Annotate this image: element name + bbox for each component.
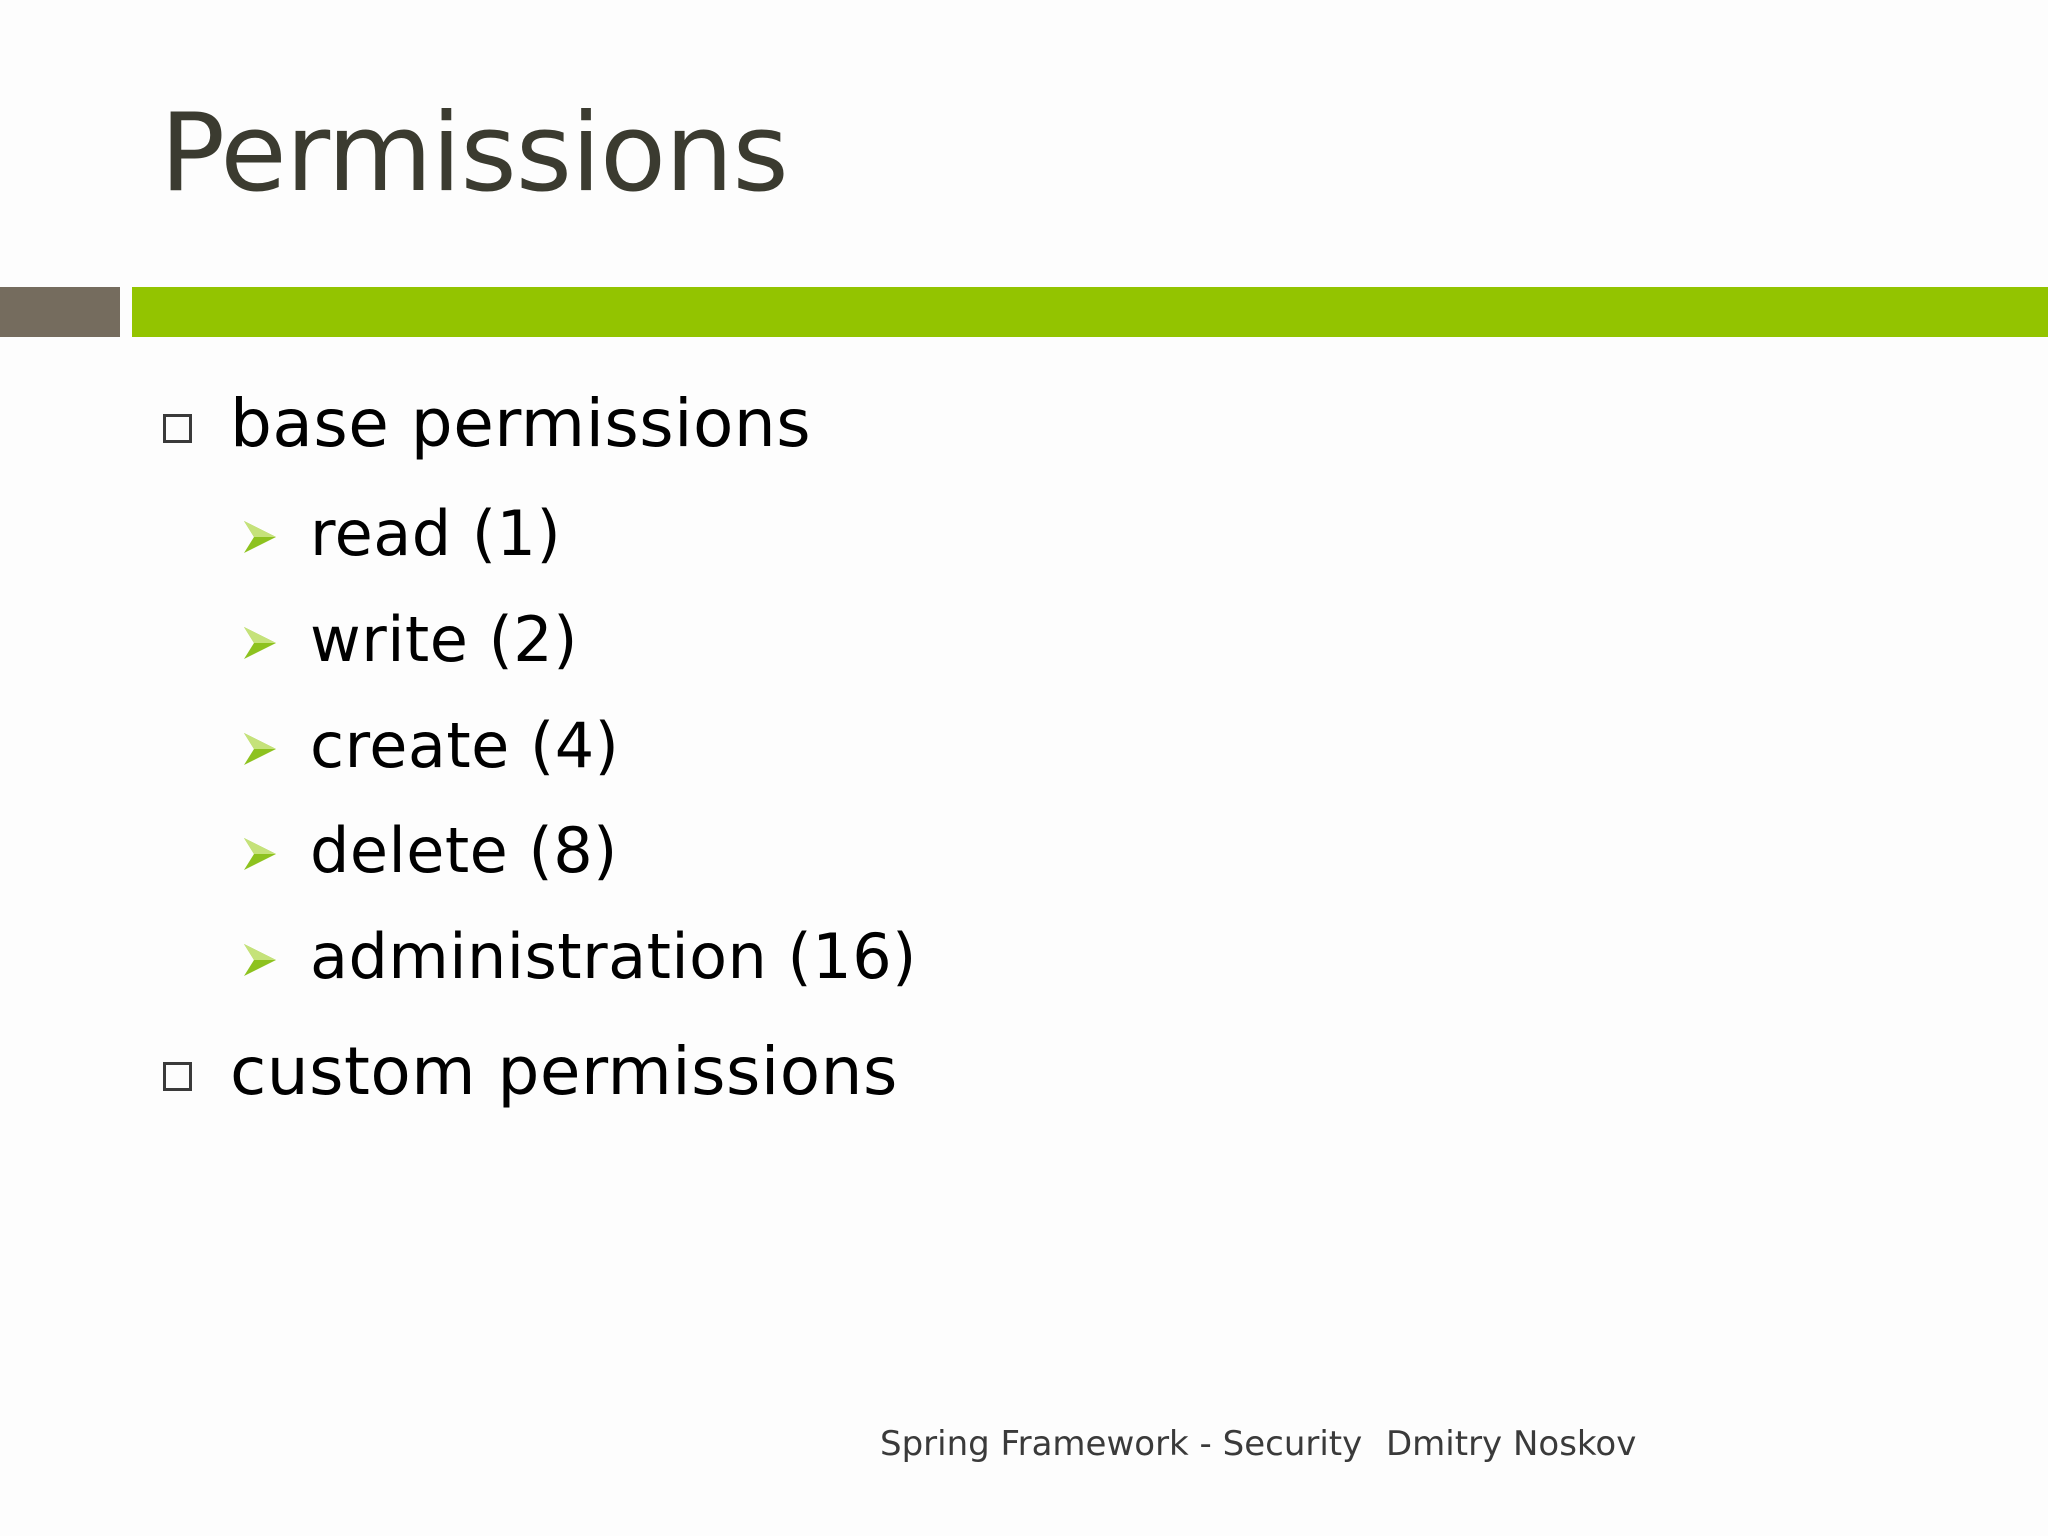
sub-bullet-write xyxy=(240,604,578,676)
slide-title: Permissions xyxy=(160,91,788,216)
footer-author: Dmitry Noskov xyxy=(1386,1424,1637,1464)
title-underline-bar xyxy=(132,287,2048,337)
sub-bullet-label: read (1) xyxy=(310,497,562,570)
footer-presentation-title: Spring Framework - Security xyxy=(880,1424,1363,1464)
arrow-bullet-icon xyxy=(240,834,280,874)
sub-bullet-delete xyxy=(240,815,618,887)
square-bullet-icon xyxy=(163,414,192,443)
bullet-base-permissions xyxy=(163,385,812,462)
sub-bullet-label: write (2) xyxy=(310,603,578,676)
sub-bullet-label: administration (16) xyxy=(310,920,917,993)
arrow-bullet-icon xyxy=(240,729,280,769)
bullet-custom-permissions xyxy=(163,1033,898,1110)
sub-bullet-read xyxy=(240,498,561,570)
square-bullet-icon xyxy=(163,1062,192,1091)
sub-bullet-create xyxy=(240,710,619,782)
arrow-bullet-icon xyxy=(240,940,280,980)
sub-bullet-administration xyxy=(240,921,917,993)
title-accent-bar xyxy=(0,287,120,337)
bullet-label: custom permissions xyxy=(230,1033,898,1110)
bullet-label: base permissions xyxy=(230,385,812,462)
sub-bullet-label: create (4) xyxy=(310,709,620,782)
arrow-bullet-icon xyxy=(240,517,280,557)
sub-bullet-label: delete (8) xyxy=(310,814,618,887)
arrow-bullet-icon xyxy=(240,623,280,663)
